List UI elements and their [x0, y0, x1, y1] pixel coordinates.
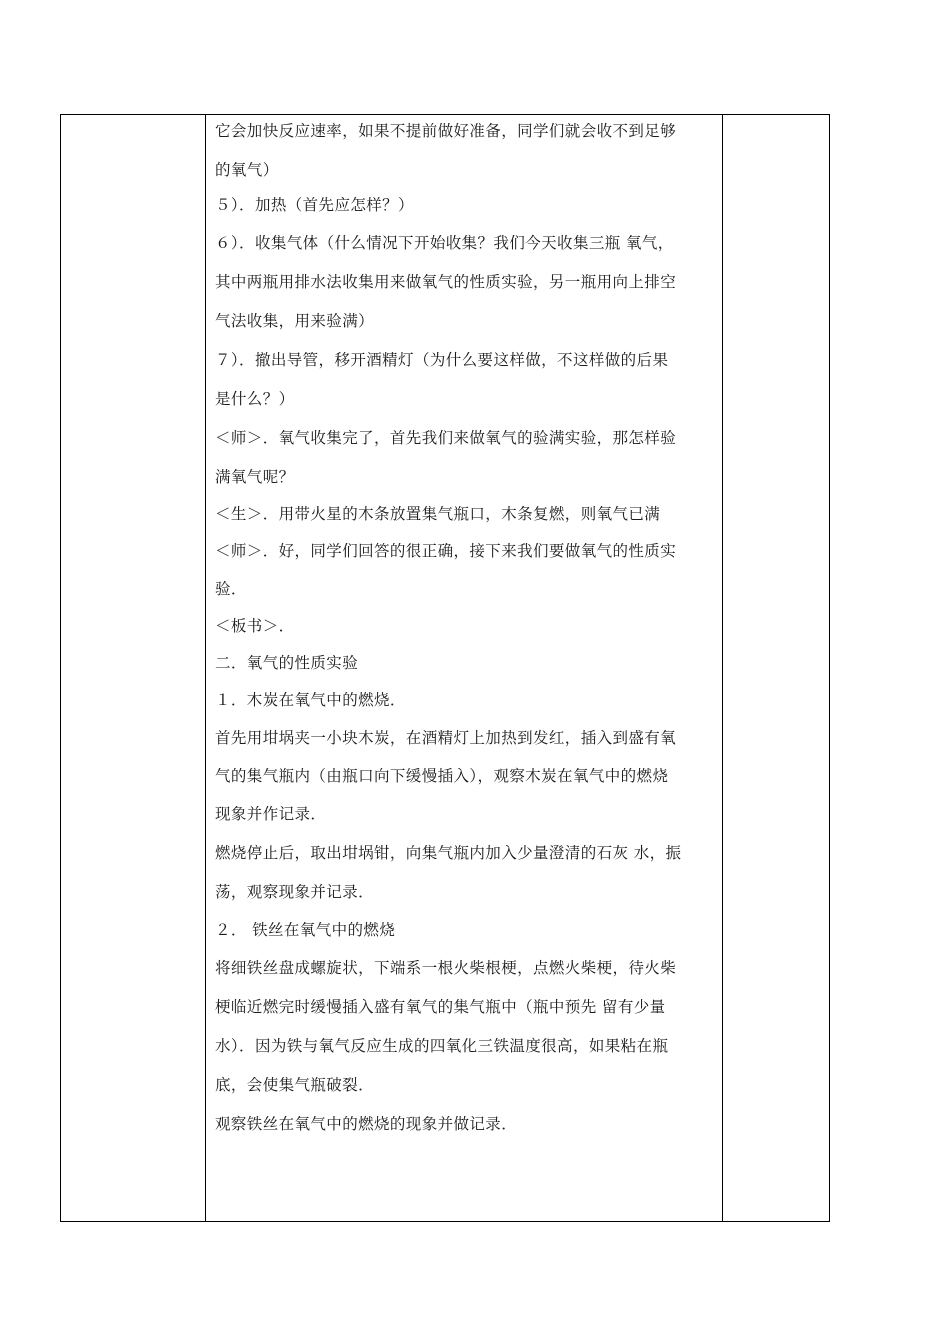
text-line: ７）．撤出导管，移开酒精灯（为什么要这样做，不这样做的后果	[215, 351, 669, 369]
subsection-heading: ２． 铁丝在氧气中的燃烧	[215, 921, 396, 939]
section-heading: 二．氧气的性质实验	[215, 654, 359, 672]
text-line: ５）．加热（首先应怎样？）	[215, 196, 414, 214]
document-table	[60, 114, 830, 1222]
text-line: 气法收集，用来验满）	[215, 312, 375, 330]
text-line: 其中两瓶用排水法收集用来做氧气的性质实验，另一瓶用向上排空	[215, 273, 677, 291]
text-line: 验．	[215, 580, 247, 598]
text-line: 燃烧停止后，取出坩埚钳，向集气瓶内加入少量澄清的石灰 水，振	[215, 844, 682, 862]
column-divider-left	[205, 115, 206, 1221]
text-line: 梗临近燃完时缓慢插入盛有氧气的集气瓶中（瓶中预先 留有少量	[215, 998, 666, 1016]
text-line: 它会加快反应速率，如果不提前做好准备，同学们就会收不到足够	[215, 122, 677, 140]
text-line: 现象并作记录．	[215, 805, 327, 823]
text-line: ＜生＞．用带火星的木条放置集气瓶口，木条复燃，则氧气已满	[215, 505, 661, 523]
text-line: 水）．因为铁与氧气反应生成的四氧化三铁温度很高，如果粘在瓶	[215, 1037, 669, 1055]
text-line: ６）．收集气体（什么情况下开始收集？我们今天收集三瓶 氧气，	[215, 234, 674, 252]
text-line: 荡，观察现象并记录．	[215, 883, 375, 901]
column-divider-right	[722, 115, 723, 1221]
text-line: ＜板书＞．	[215, 617, 295, 635]
text-line: ＜师＞．氧气收集完了，首先我们来做氧气的验满实验，那怎样验	[215, 429, 677, 447]
text-line: 是什么？）	[215, 390, 295, 408]
text-line: 首先用坩埚夹一小块木炭，在酒精灯上加热到发红，插入到盛有氧	[215, 729, 677, 747]
text-line: 将细铁丝盘成螺旋状，下端系一根火柴根梗，点燃火柴梗，待火柴	[215, 959, 677, 977]
text-line: 观察铁丝在氧气中的燃烧的现象并做记录．	[215, 1115, 518, 1133]
text-line: 的氧气）	[215, 161, 279, 179]
subsection-heading: １．木炭在氧气中的燃烧．	[215, 691, 406, 709]
text-line: 底，会使集气瓶破裂．	[215, 1076, 375, 1094]
text-line: 满氧气呢？	[215, 468, 295, 486]
text-line: 气的集气瓶内（由瓶口向下缓慢插入），观察木炭在氧气中的燃烧	[215, 767, 669, 785]
text-line: ＜师＞．好，同学们回答的很正确，接下来我们要做氧气的性质实	[215, 542, 677, 560]
